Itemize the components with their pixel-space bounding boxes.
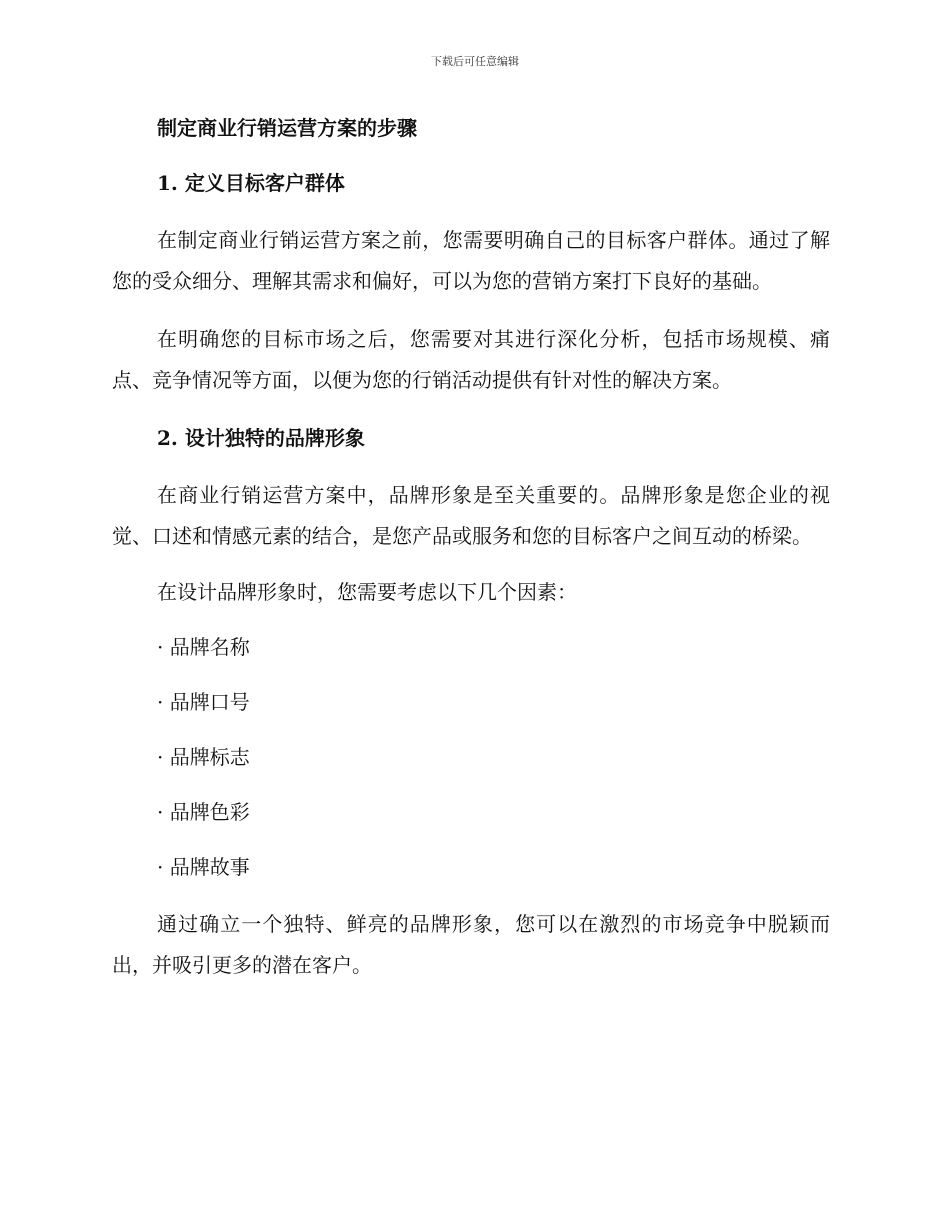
document-title: 制定商业行销运营方案的步骤	[157, 116, 417, 140]
bullet-item-brand-slogan: · 品牌口号	[157, 690, 250, 714]
bullet-item-brand-story: · 品牌故事	[157, 855, 250, 879]
section2-heading: 2. 设计独特的品牌形象	[157, 426, 365, 450]
bullet-item-brand-logo: · 品牌标志	[157, 745, 250, 769]
page-header: 下载后可任意编辑	[431, 55, 519, 68]
bullet-item-brand-name: · 品牌名称	[157, 635, 250, 659]
section1-heading: 1. 定义目标客户群体	[157, 171, 345, 195]
bullet-item-brand-color: · 品牌色彩	[157, 800, 250, 824]
document-body	[112, 110, 830, 986]
section2-closing-paragraph: 通过确立一个独特、鲜亮的品牌形象，您可以在激烈的市场竞争中脱颖而出，并吸引更多的潜在客户。	[112, 912, 830, 977]
section2-paragraph-2: 在设计品牌形象时，您需要考虑以下几个因素：	[157, 580, 577, 604]
section1-paragraph-2: 在明确您的目标市场之后，您需要对其进行深化分析，包括市场规模、痛点、竞争情况等方面，以便为您的行销活动提供有针对性的解决方案。	[112, 327, 830, 392]
section2-paragraph-1: 在商业行销运营方案中，品牌形象是至关重要的。品牌形象是您企业的视觉、口述和情感元素的结合，是您产品或服务和您的目标客户之间互动的桥梁。	[112, 483, 830, 548]
section1-paragraph-1: 在制定商业行销运营方案之前，您需要明确自己的目标客户群体。通过了解您的受众细分、理解其需求和偏好，可以为您的营销方案打下良好的基础。	[112, 228, 830, 293]
